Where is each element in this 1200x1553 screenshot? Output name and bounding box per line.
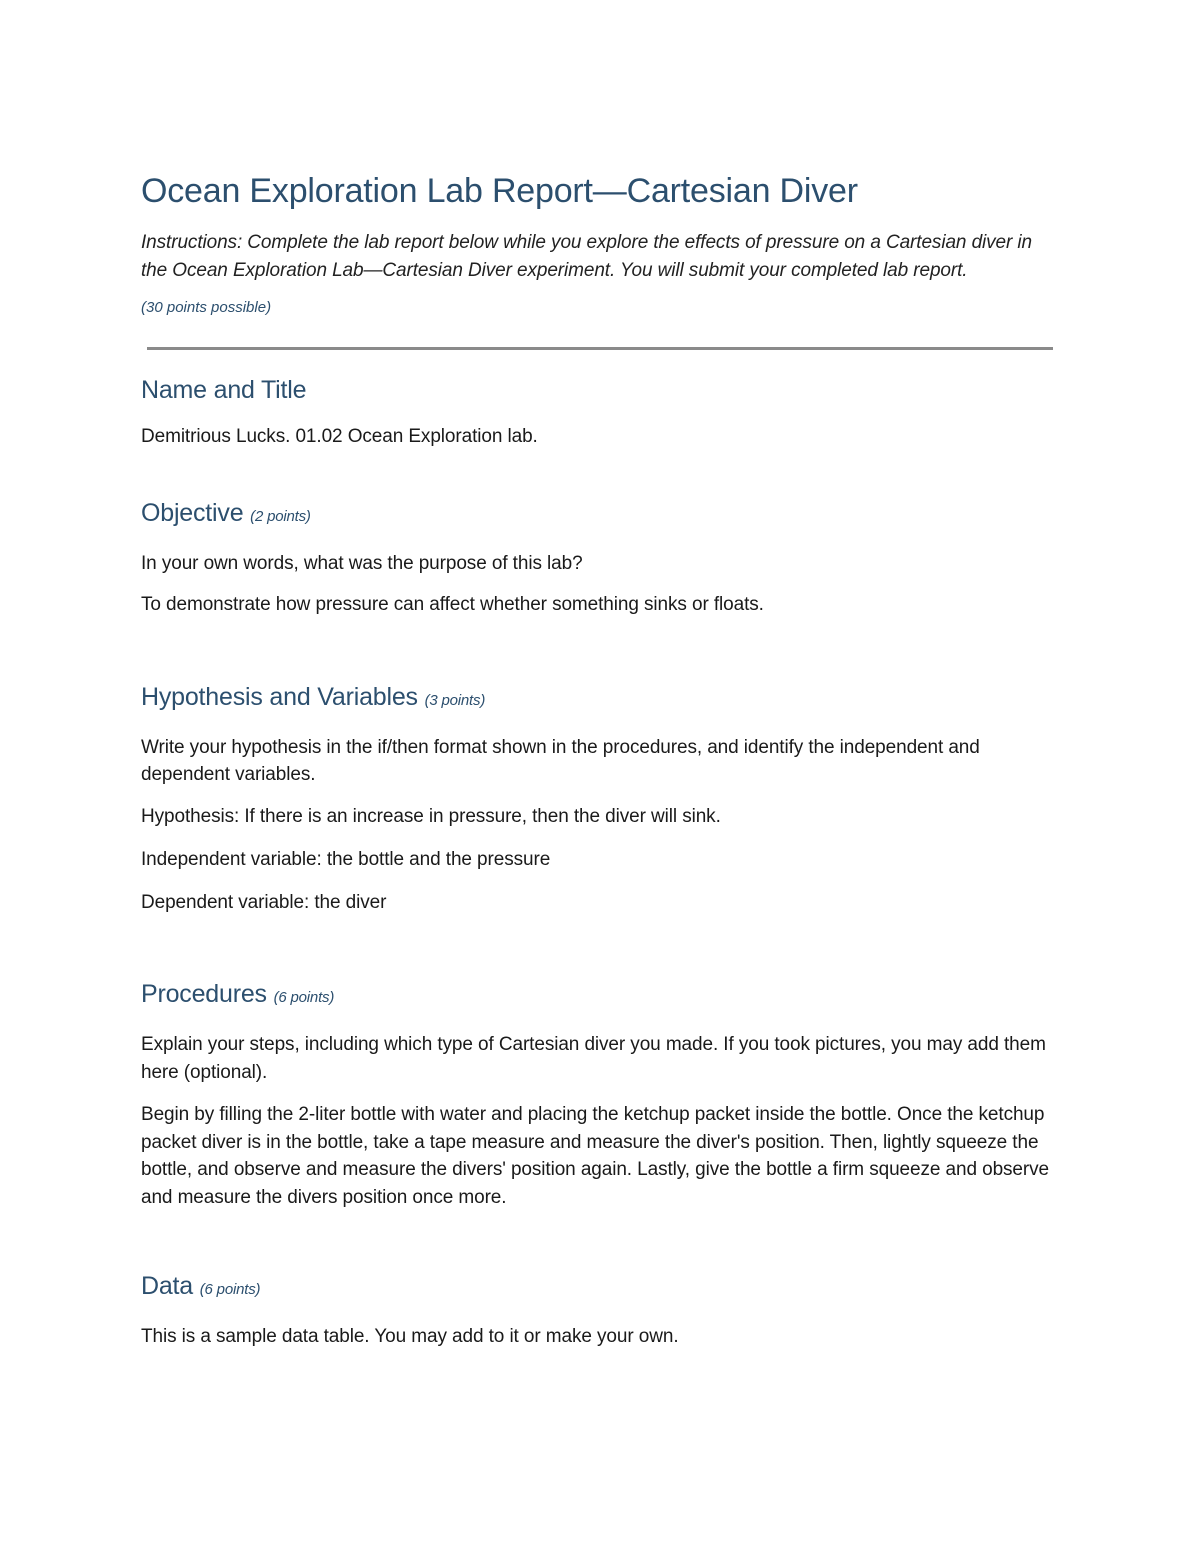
section-heading (141, 374, 1061, 406)
dependent-variable: Dependent variable: the diver (141, 891, 387, 913)
hypothesis-prompt: Write your hypothesis in the if/then format shown in the procedures, and identify the independent and dependent variables. (141, 736, 980, 785)
data-prompt: This is a sample data table. You may add to it or make your own. (141, 1326, 679, 1347)
heading-text: Objective (141, 498, 244, 527)
section-name-and-title (141, 374, 1061, 451)
heading-text: Data (141, 1272, 194, 1300)
instructions-text: Instructions: Complete the lab report below while you explore the effects of pressure on a Cartesian diver in the Ocean Exploration Lab—Cartesian Diver experiment. You will submit your completed lab report. (141, 232, 1033, 281)
lab-report-page (141, 170, 1061, 1351)
points-label: (6 points) (199, 1281, 261, 1298)
name-answer: Demitrious Lucks. 01.02 Ocean Exploration lab. (141, 426, 538, 447)
section-heading (141, 978, 1061, 1014)
independent-variable: Independent variable: the bottle and the pressure (141, 849, 551, 870)
section-heading (141, 681, 1061, 717)
section-heading (141, 1270, 1061, 1306)
section-divider (147, 347, 1053, 350)
procedures-answer: Begin by filling the 2-liter bottle with water and placing the ketchup packet inside the bottle. Once the ketchup packet diver is in the bottle, take a tape measure and measure the diver's position. Then, lightly squeeze the bottle, and observe and measure the divers' position again. Lastly, give the bottle a firm squeeze and observe and measure the divers position once more. (141, 1104, 1049, 1208)
objective-answer: To demonstrate how pressure can affect whether something sinks or floats. (141, 594, 764, 615)
section-data (141, 1270, 1061, 1351)
procedures-prompt: Explain your steps, including which type of Cartesian diver you made. If you took pictures, you may add them here (optional). (141, 1034, 1046, 1083)
heading-text: Procedures (141, 980, 267, 1008)
heading-text: Hypothesis and Variables (141, 682, 418, 711)
heading-text: Name and Title (141, 376, 307, 404)
section-heading (141, 497, 1061, 533)
points-label: (2 points) (250, 507, 311, 525)
points-possible: (30 points possible) (141, 299, 272, 316)
objective-prompt: In your own words, what was the purpose of this lab? (141, 552, 583, 574)
document-title: Ocean Exploration Lab Report—Cartesian Diver (141, 172, 858, 210)
section-procedures (141, 978, 1061, 1211)
section-objective (141, 497, 1061, 619)
points-label: (3 points) (424, 691, 486, 709)
section-hypothesis (141, 681, 1061, 917)
hypothesis-answer: Hypothesis: If there is an increase in pressure, then the diver will sink. (141, 805, 721, 827)
points-label: (6 points) (273, 989, 335, 1006)
